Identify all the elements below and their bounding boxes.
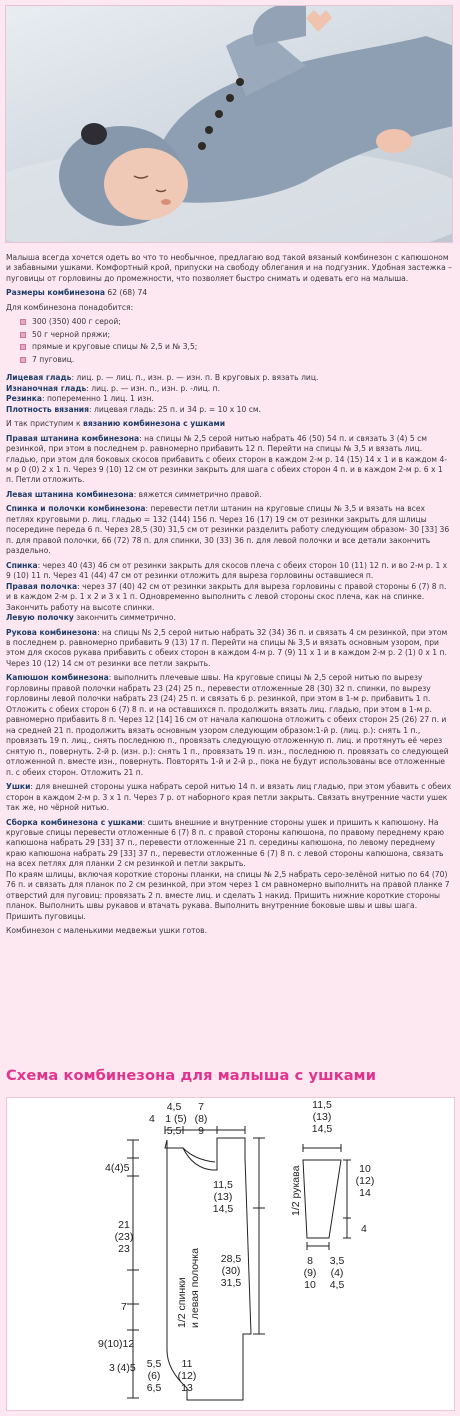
dim-bottom-right: (12) — [177, 1370, 197, 1382]
materials-heading: Для комбинезона понадобится: — [6, 302, 134, 312]
section-left-leg: Левая штанина комбинезона: вяжется симметрично правой. — [6, 489, 262, 499]
dim-sleeve-right: (12) — [355, 1175, 375, 1187]
technique-line: Лицевая гладь: лиц. р. — лиц. п., изн. р. — изн. п. В круговых р. вязать лиц. — [6, 373, 319, 383]
section-ears: Ушки: для внешней стороны ушка набрать серой нитью 14 п. и вязать лиц гладью, при этом убавить с обеих сторон в каждом 2-м р. 3 х 1 п. Через 7 р. от наборного края петли закрыть. Связать внутренние части ушек так же, но чёрной нитью. — [6, 782, 452, 813]
intro-paragraph: Малыша всегда хочется одеть во что то необычное, предлагаю вод такой вязаный комбинезон с капюшоном и забавными ушками. Комфортный крой, припуски на свободу облегания и на подгузник. Удобная застежка – пуговицы от горловины до промежности, что позволяет быстро снимать и одевать его на малыша. — [6, 253, 452, 283]
dim-left-block: 23 — [118, 1243, 130, 1255]
dim-sleeve-br: (4) — [330, 1267, 344, 1279]
bullet-icon — [20, 357, 26, 363]
dim-mid-lower: (30) — [221, 1265, 241, 1277]
dim-mid-lower: 28,5 — [220, 1253, 242, 1265]
schema-title: Схема комбинезона для малыша с ушками — [6, 1067, 377, 1084]
list-item: 300 (350) 400 г серой; — [20, 317, 452, 327]
technique-line: Резинка: попеременно 1 лиц. 1 изн. — [6, 394, 154, 404]
outro-paragraph: Комбинезон с маленькими медвежьи ушки готов. — [6, 926, 208, 936]
start-line: И так приступим к вязанию комбинезона с ушками — [6, 419, 226, 429]
dim-bottom-left: 6,5 — [146, 1382, 162, 1394]
dim-bottom-right: 13 — [181, 1382, 193, 1394]
pattern-diagram — [6, 1097, 455, 1411]
dim-sleeve-bl: 10 — [304, 1279, 316, 1291]
dim-sleeve-4: 4 — [361, 1223, 367, 1235]
dim-sleeve-br: 4,5 — [329, 1279, 345, 1291]
baby-photo — [5, 5, 453, 243]
section-sleeves: Рукова комбинезона: на спицы Nѕ 2,5 серой нитью набрать 32 (34) 36 п. и связать 4 см резинкой, при этом в последнем р. равномерно прибавить 9 (13) 17 п. Перейти на спицы № 3,5 и вязать основным узором, при этом для скосов рукава прибавить с обеих сторон в каждом 4-м р. 7 (9) 11 х 1 и в каждом 2-м р. 2 (1) 0 х 1 п. Через 10 (12) 14 см от резинки все петли закрыть. — [6, 627, 448, 668]
dim-left-445: 4(4)5 — [105, 1162, 130, 1174]
section-right-front: Правая полочка: через 37 (40) 42 см от резинки закрыть для выреза горловины с правой стороны 6 (7) 8 п. и в каждом 2-м р. 1 х 2 и 3 х 1 п. Одновременно выполнить с левой стороны скос плеча, как на спинке. Закончить работу на высоте спинки. — [6, 581, 447, 612]
dim-left-7: 7 — [121, 1301, 127, 1313]
list-item: прямые и круговые спицы № 2,5 и № 3,5; — [20, 342, 452, 352]
dim-sleeve-right: 10 — [359, 1163, 371, 1175]
section-left-front: Левую полочку закончить симметрично. — [6, 613, 176, 623]
dim-sleeve-br: 3,5 — [329, 1255, 345, 1267]
dim-sleeve-top: (13) — [312, 1111, 332, 1123]
dim-mid-lower: 31,5 — [220, 1277, 242, 1289]
dim-left-block: (23) — [114, 1231, 134, 1243]
bullet-icon — [20, 319, 26, 325]
dim-sleeve-bl: 8 — [307, 1255, 313, 1267]
dim-sleeve-top: 11,5 — [312, 1099, 332, 1111]
dim-sleeve-bl: (9) — [303, 1267, 317, 1279]
dim-left-block: 21 — [118, 1219, 130, 1231]
dim-top-center: 4,5 — [166, 1101, 182, 1113]
section-hood: Капюшон комбинезона: выполнить плечевые швы. На круговые спицы № 2,5 серой нитью по вырезу горловины правой полочки набрать 23 (24) 25 п., перевести отложенные 28 (30) 32 п. спинки, по вырезу горловины левой полочки набрать 23 (24) 25 п. и связать 6 р. резинкой, при этом в 1-м р. прибавить 1 п. Отложить с обеих сторон 6 (7) 8 п. и на оставшихся п. продолжить вязать лиц. гладью, при этом в 1-м р. равномерно прибавить 8 п. Через 12 [14] 16 см от начала капюшона отложить с обеих сторон 25 (26) 27 п. и на средней 21 п. продолжить вязать основным узором следующим образом:1-й р. (лиц. р.): снять 1 п., провязать 19 п. лиц., снять последнюю п., провязать следующую отложенную п. лиц. и протянуть её через снятую п., повернуть. 2-й р. (изн. р.): снять 1 п., провязать 19 п. изн., последнюю п. провязать со следующей отложенной п. вместе изн., повернуть. Повторять 1-й и 2-й р., пока не будут использованы все отложенные п. с обеих сторон. Отложить 21 п. — [6, 673, 449, 777]
list-item: 50 г черной пряжи; — [20, 330, 452, 340]
dim-mid-upper: (13) — [213, 1191, 233, 1203]
dim-left-bottom: 9(10)12 — [98, 1338, 135, 1350]
dim-top-right: (8) — [194, 1113, 208, 1125]
bullet-icon — [20, 332, 26, 338]
sizes-line — [6, 288, 452, 298]
dim-sleeve-top: 14,5 — [311, 1123, 333, 1135]
dim-top-center: 1 (5) — [165, 1113, 187, 1125]
dim-left-pair: 3 — [109, 1362, 115, 1374]
materials-list — [20, 317, 452, 365]
section-right-leg: Правая штанина комбинезона: на спицы № 2,5 серой нитью набрать 46 (50) 54 п. и связать 3 (4) 5 см резинкой, при этом в последнем р. равномерно прибавить 12 п. Перейти на спицы № 3,5 и вязать лиц. гладью, при этом для боковых скосов прибавить с обеих сторон в каждом 2-м р. 14 (15) 14 х 1 и в каждом 4-м р 0 (0) 2 х 1 п. Через 9 (10) 12 см от резинки закрыть для шага с обеих сторон 4 п. и в каждом 2-м р. 6 х 1 п. Петли отложить. — [6, 433, 448, 485]
dim-mid-upper: 14,5 — [212, 1203, 234, 1215]
section-back: Спинка: через 40 (43) 46 см от резинки закрыть для скосов плеча с обеих сторон 10 (11) 12 п. и во 2-м р. 1 х 9 (10) 11 п. Через 41 (44) 47 см от резинки отложить для выреза горловины оставшиеся п. — [6, 560, 448, 581]
sleeve-label: 1/2 рукава — [290, 1165, 302, 1216]
piece-label: и левая полочка — [189, 1248, 201, 1328]
dim-mid-upper: 11,5 — [213, 1179, 233, 1191]
list-item: 7 пуговиц. — [20, 355, 452, 365]
dim-left-pair: (4)5 — [117, 1362, 136, 1374]
sizes-value: 62 (68) 74 — [105, 288, 148, 298]
sizes-label: Размеры комбинезона — [6, 288, 106, 298]
dim-sleeve-right: 14 — [359, 1187, 371, 1199]
article-content — [6, 253, 452, 941]
dim-top-right: 9 — [198, 1125, 204, 1137]
dim-left-4: 4 — [149, 1113, 155, 1125]
section-assembly: Сборка комбинезона с ушками: сшить внешние и внутренние стороны ушек и пришить к капюшону. На круговые спицы перевести отложенные 6 (7) 8 п. с правой стороны капюшона, по правому переднему краю капюшона набрать 29 [33] 37 п., перевести отложенные 21 п. середины капюшона, по левому переднему краю капюшона набрать 29 [33] 37 п., перевести отложенные 6 (7) 8 п. с левой стороны капюшона, связать на всех петлях для планки 2 см резинкой и петли закрыть. По краям шлицы, включая короткие стороны планки, на спицы № 2,5 набрать серо-зелёной нитью по 64 (70) 76 п. и связать для планок по 2 см резинкой, при этом через 1 см равномерно выполнить на правой планке 7 отверстий для пуговиц: провязать 2 п. вместе лиц. и сделать 1 накид. Пришить нижние короткие стороны планок. Выполнить швы рукавов и втачать рукава. Выполнить внутренние боковые швы и швы шага. Пришить пуговицы. — [6, 817, 450, 921]
technique-line: Изнаночная гладь: лиц. р. — изн. п., изн. р. -лиц. п. — [6, 383, 220, 393]
dim-top-center: 5,5 — [166, 1125, 182, 1137]
section-body: Спинка и полочки комбинезона: перевести петли штанин на круговые спицы № 3,5 и вязать на всех петлях круговыми р. лиц. гладью = 132 (144) 156 п. Через 16 (17) 19 см от резинки закрыть для шлицы посередине переда 6 п. Через 28,5 (30) 31,5 см от резинки разделить работу следующим образом- 30 [33] 36 п. для правой полочки, 66 (72) 78 п. для спинки, 30 (33) 36 п. для левой полочки и все детали закончить раздельно. — [6, 504, 450, 556]
dim-bottom-left: 5,5 — [146, 1358, 162, 1370]
technique-line: Плотность вязания: лицевая гладь: 25 п. и 34 р. = 10 х 10 см. — [6, 404, 262, 414]
dim-top-right: 7 — [198, 1101, 204, 1113]
piece-label: 1/2 спинки — [176, 1277, 188, 1328]
bullet-icon — [20, 344, 26, 350]
dim-bottom-left: (6) — [147, 1370, 161, 1382]
dim-bottom-right: 11 — [181, 1358, 193, 1370]
